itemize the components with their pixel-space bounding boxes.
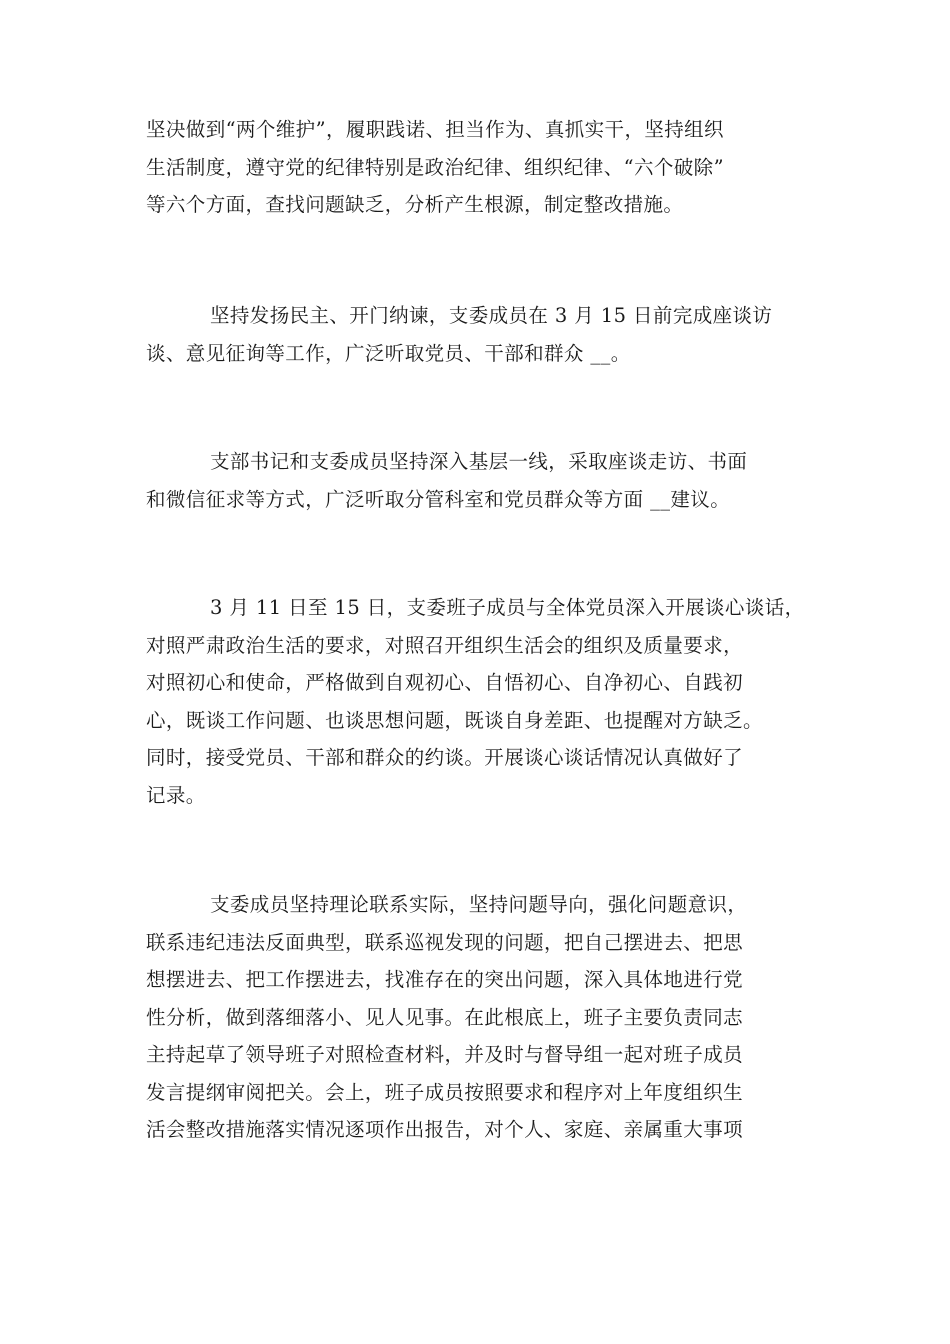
text-line: 同时，接受党员、干部和群众的约谈。开展谈心谈话情况认真做好了 [146,746,744,769]
text-line: 支部书记和支委成员坚持深入基层一线，采取座谈走访、书面 [210,450,748,473]
text-line: 等六个方面，查找问题缺乏，分析产生根源，制定整改措施。 [146,193,684,216]
text-line: 支委成员坚持理论联系实际，坚持问题导向，强化问题意识， [210,893,748,916]
paragraph-5 [146,886,826,1149]
text-line: 联系违纪违法反面典型，联系巡视发现的问题，把自己摆进去、把思 [146,930,744,954]
paragraph-3 [146,443,826,518]
text-line: 活会整改措施落实情况逐项作出报告，对个人、家庭、亲属重大事项 [146,1118,744,1141]
text-line: 性分析，做到落细落小、见人见事。在此根底上，班子主要负责同志 [146,1005,744,1029]
text-line: 发言提纲审阅把关。会上，班子成员按照要求和程序对上年度组织生 [146,1080,744,1104]
text-line: 心，既谈工作问题、也谈思想问题，既谈自身差距、也提醒对方缺乏。 [146,708,763,732]
text-line: 生活制度，遵守党的纪律特别是政治纪律、组织纪律、“六个破除” [146,155,724,179]
paragraph-4 [146,589,826,814]
text-line: 谈、意见征询等工作，广泛听取党员、干部和群众 __。 [146,341,631,365]
text-line: 记录。 [146,783,206,807]
text-line: 坚持发扬民主、开门纳谏，支委成员在 3 月 15 日前完成座谈访 [210,304,773,327]
text-line: 对照初心和使命，严格做到自观初心、自悟初心、自净初心、自践初 [146,671,744,694]
text-line: 对照严肃政治生活的要求，对照召开组织生活会的组织及质量要求， [146,633,744,657]
text-line: 主持起草了领导班子对照检查材料，并及时与督导组一起对班子成员 [146,1043,744,1066]
text-line: 3 月 11 日至 15 日，支委班子成员与全体党员深入开展谈心谈话， [210,596,805,619]
text-line: 坚决做到“两个维护”，履职践诺、担当作为、真抓实干，坚持组织 [146,118,724,141]
text-line: 想摆进去、把工作摆进去，找准存在的突出问题，深入具体地进行党 [146,968,744,991]
paragraph-2 [146,297,826,372]
paragraph-1 [146,111,826,224]
text-line: 和微信征求等方式，广泛听取分管科室和党员群众等方面 __建议。 [146,487,731,511]
